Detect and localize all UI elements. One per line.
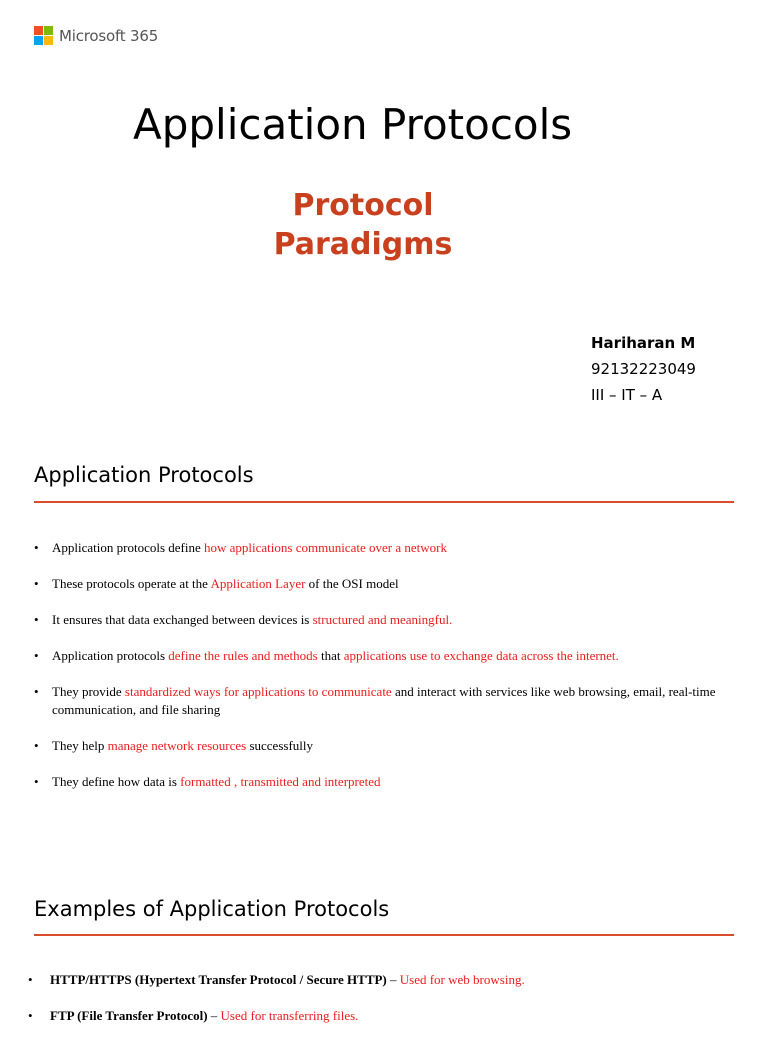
protocol-bullet-list <box>34 539 734 809</box>
example-item: • HTTP/HTTPS (Hypertext Transfer Protocol / Secure HTTP) – Used for web browsing. <box>28 971 738 989</box>
subtitle-line-2: Paradigms <box>273 227 453 262</box>
author-class: III – IT – A <box>591 386 663 404</box>
brand-logo <box>34 26 158 45</box>
section-heading-examples: Examples of Application Protocols <box>34 897 390 921</box>
bullet-item: • Application protocols define the rules and methods that applications use to exchange data across the internet. <box>34 647 734 665</box>
subtitle-line-1: Protocol <box>292 188 434 223</box>
subtitle <box>0 186 726 264</box>
author-id: 92132223049 <box>591 360 696 378</box>
brand-name: Microsoft 365 <box>59 26 159 45</box>
section-divider <box>34 501 734 503</box>
section-divider <box>34 934 734 936</box>
section-heading-application-protocols: Application Protocols <box>34 463 254 487</box>
bullet-item: • They help manage network resources successfully <box>34 737 734 755</box>
examples-list <box>28 971 738 1043</box>
author-name: Hariharan M <box>591 334 696 352</box>
bullet-item: • These protocols operate at the Application Layer of the OSI model <box>34 575 734 593</box>
bullet-item: • Application protocols define how applications communicate over a network <box>34 539 734 557</box>
bullet-item: • They define how data is formatted , transmitted and interpreted <box>34 773 734 791</box>
bullet-item: • They provide standardized ways for applications to communicate and interact with services like web browsing, email, real-time communication, and file sharing <box>34 683 734 719</box>
example-item: • FTP (File Transfer Protocol) – Used for transferring files. <box>28 1007 738 1025</box>
bullet-item: • It ensures that data exchanged between devices is structured and meaningful. <box>34 611 734 629</box>
microsoft-logo-icon <box>34 26 53 45</box>
page-title: Application Protocols <box>133 100 573 149</box>
author-block <box>591 330 696 408</box>
